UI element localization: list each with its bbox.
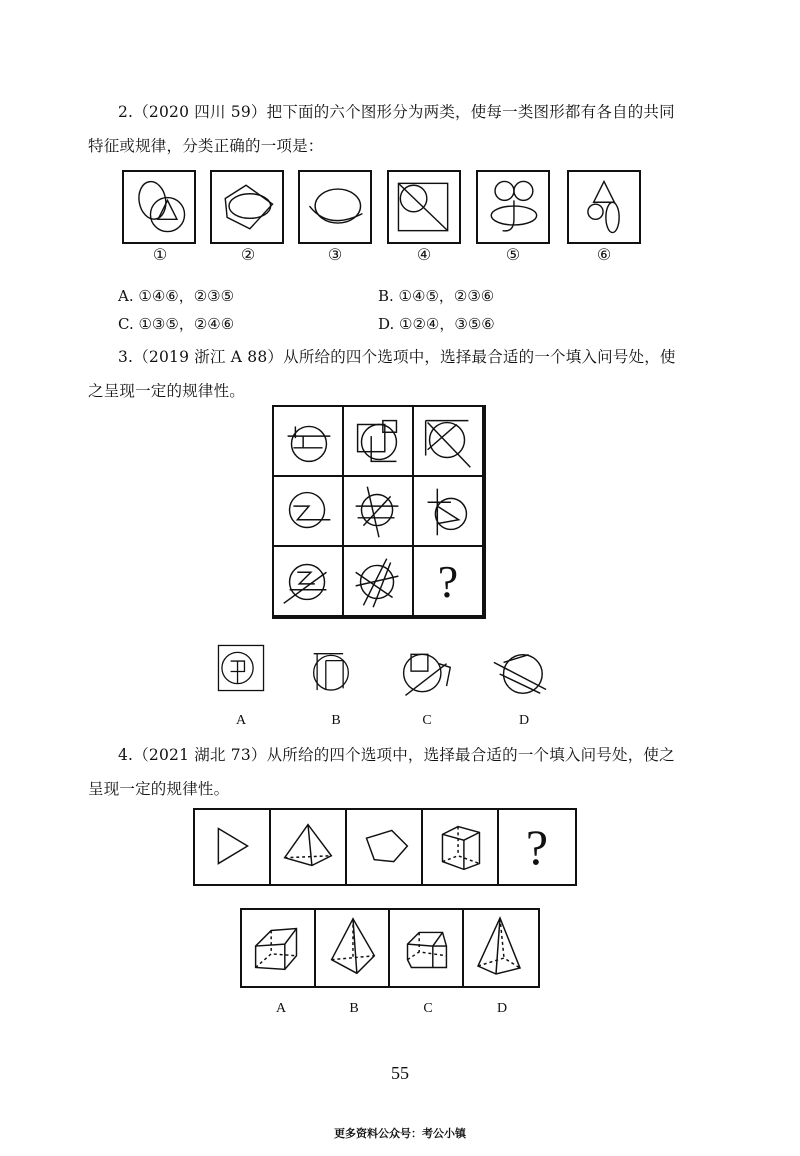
q3-option-d-figure[interactable] xyxy=(490,645,548,703)
q2-option-d[interactable]: D. ①②④，③⑤⑥ xyxy=(378,315,495,333)
q4-line2: 呈现一定的规律性。 xyxy=(88,780,230,798)
q2-figure-6 xyxy=(567,170,641,244)
q3-option-d-label: D xyxy=(518,713,530,728)
q3-question-mark: ? xyxy=(437,555,459,607)
q3-cell-3-3 xyxy=(414,547,484,617)
q2-figure-3 xyxy=(298,170,372,244)
q3-cell-3-1 xyxy=(274,547,344,617)
q4-option-c-figure[interactable] xyxy=(390,910,464,986)
q2-figure-1 xyxy=(122,170,196,244)
q2-label-4: ④ xyxy=(416,245,432,264)
q4-figure-1 xyxy=(195,810,271,884)
q3-line1: 3.（2019 浙江 A 88）从所给的四个选项中，选择最合适的一个填入问号处，使 xyxy=(118,348,676,366)
q2-figure-4 xyxy=(387,170,461,244)
q2-line2: 特征或规律，分类正确的一项是： xyxy=(88,137,324,155)
q3-cell-1-2 xyxy=(344,407,414,477)
q2-option-b[interactable]: B. ①④⑤，②③⑥ xyxy=(378,287,495,305)
q4-sequence xyxy=(193,808,577,886)
q4-figure-4 xyxy=(423,810,499,884)
q3-cell-2-2 xyxy=(344,477,414,547)
q3-cell-1-3 xyxy=(414,407,484,477)
q2-label-2: ② xyxy=(240,245,256,264)
page-number: 55 xyxy=(391,1063,409,1083)
q2-figure-2 xyxy=(210,170,284,244)
q2-label-1: ① xyxy=(152,245,168,264)
q4-text xyxy=(88,738,713,806)
q4-option-c-label: C xyxy=(423,1001,433,1016)
q4-options xyxy=(240,908,540,988)
q3-option-b-figure[interactable] xyxy=(305,645,357,697)
q3-option-a-label: A xyxy=(235,713,247,728)
q4-option-a-label: A xyxy=(275,1001,287,1016)
q4-option-a-figure[interactable] xyxy=(242,910,316,986)
q4-figure-2 xyxy=(271,810,347,884)
q3-text xyxy=(88,340,713,408)
q4-option-b-label: B xyxy=(349,1001,359,1016)
q3-cell-3-2 xyxy=(344,547,414,617)
q2-option-c[interactable]: C. ①③⑤，②④⑥ xyxy=(118,315,235,333)
q2-figure-5 xyxy=(476,170,550,244)
q3-cell-2-1 xyxy=(274,477,344,547)
q3-option-a-figure[interactable] xyxy=(215,642,267,694)
q3-line2: 之呈现一定的规律性。 xyxy=(88,382,246,400)
q2-label-3: ③ xyxy=(327,245,343,264)
q3-grid xyxy=(272,405,486,619)
q2-line1: 2.（2020 四川 59）把下面的六个图形分为两类，使每一类图形都有各自的共同 xyxy=(118,103,675,121)
q3-option-b-label: B xyxy=(331,713,341,728)
q4-option-d-figure[interactable] xyxy=(464,910,538,986)
q4-line1: 4.（2021 湖北 73）从所给的四个选项中，选择最合适的一个填入问号处，使之 xyxy=(118,746,675,764)
q3-option-c-label: C xyxy=(422,713,432,728)
q2-option-a[interactable]: A. ①④⑥，②③⑤ xyxy=(118,287,235,305)
q2-text xyxy=(88,95,713,163)
q4-question-mark: ? xyxy=(525,819,549,875)
q2-label-5: ⑤ xyxy=(505,245,521,264)
q4-option-b-figure[interactable] xyxy=(316,910,390,986)
q4-option-d-label: D xyxy=(496,1001,508,1016)
q3-cell-2-3 xyxy=(414,477,484,547)
q2-label-6: ⑥ xyxy=(596,245,612,264)
q4-figure-3 xyxy=(347,810,423,884)
footer-text: 更多资料公众号：考公小镇 xyxy=(334,1127,466,1140)
q4-figure-5 xyxy=(499,810,575,884)
q3-option-c-figure[interactable] xyxy=(398,645,454,701)
q3-cell-1-1 xyxy=(274,407,344,477)
